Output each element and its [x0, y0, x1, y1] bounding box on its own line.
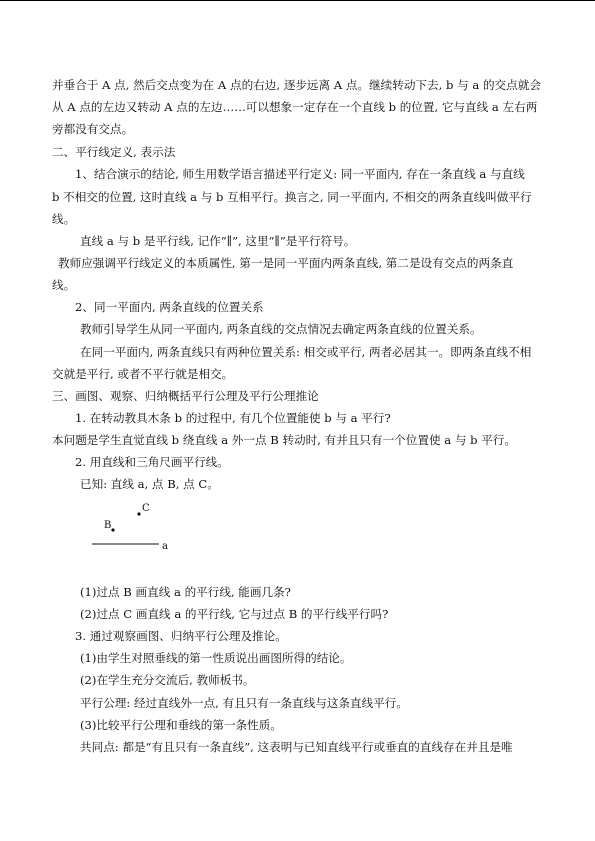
- text-line: 教师应强调平行线定义的本质属性, 第一是同一平面内两条直线, 第二是设有交点的两条直: [58, 256, 514, 270]
- point-b-dot: [111, 528, 114, 531]
- label-b: B: [104, 520, 112, 531]
- text-line: 共同点: 都是“有且只有一条直线”, 这表明与已知直线平行或垂直的直线存在并且是唯: [80, 740, 513, 754]
- text-line: 1、结合演示的结论, 师生用数学语言描述平行定义: 同一平面内, 存在一条直线 a 与直线: [75, 167, 525, 181]
- text-line: 1. 在转动教具木条 b 的过程中, 有几个位置能使 b 与 a 平行?: [75, 411, 391, 425]
- parallel-figure: [80, 495, 280, 565]
- label-c: C: [142, 503, 150, 514]
- text-line: 教师引导学生从同一平面内, 两条直线的交点情况去确定两条直线的位置关系。: [80, 322, 482, 336]
- text-line: (2)过点 C 画直线 a 的平行线, 它与过点 B 的平行线平行吗?: [80, 607, 389, 621]
- text-line: 旁都没有交点。: [52, 122, 134, 136]
- text-line: 并垂合于 A 点, 然后交点变为在 A 点的右边, 逐步远离 A 点。继续转动下去, b 与 a 的交点就会: [52, 78, 541, 92]
- section-heading: 三、画图、观察、归纳概括平行公理及平行公理推论: [52, 389, 319, 403]
- text-line: 在同一平面内, 两条直线只有两种位置关系: 相交或平行, 两者必居其一。即两条直线不相: [80, 345, 532, 359]
- label-a: a: [162, 541, 168, 552]
- text-line: b 不相交的位置, 这时直线 a 与 b 互相平行。换言之, 同一平面内, 不相交的两条直线叫做平行: [52, 190, 532, 204]
- text-line: 从 A 点的左边又转动 A 点的左边……可以想象一定存在一个直线 b 的位置, 它与直线 a 左右两: [52, 100, 538, 114]
- section-heading: 二、平行线定义, 表示法: [52, 145, 176, 159]
- text-line: 线。: [52, 212, 76, 226]
- text-line: 平行公理: 经过直线外一点, 有且只有一条直线与这条直线平行。: [80, 696, 408, 710]
- text-line: 线。: [52, 278, 76, 292]
- text-line: (1)过点 B 画直线 a 的平行线, 能画几条?: [80, 585, 291, 599]
- text-line: 已知: 直线 a, 点 B, 点 C。: [80, 477, 219, 491]
- subsection-heading: 2. 用直线和三角尺画平行线。: [75, 455, 229, 469]
- subsection-heading: 3. 通过观察画图、归纳平行公理及推论。: [75, 629, 287, 643]
- text-line: (2)在学生充分交流后, 教师板书。: [80, 673, 255, 687]
- text-line: 交就是平行, 或者不平行就是相交。: [52, 367, 234, 381]
- point-c-dot: [137, 512, 140, 515]
- top-rule: [0, 0, 595, 1]
- text-line: (1)由学生对照垂线的第一性质说出画图所得的结论。: [80, 651, 352, 665]
- text-line: 直线 a 与 b 是平行线, 记作“∥”, 这里“∥”是平行符号。: [80, 234, 356, 248]
- text-line: 本问题是学生直觉直线 b 绕直线 a 外一点 B 转动时, 有并且只有一个位置使 a 与 b 平行。: [52, 433, 517, 447]
- subsection-heading: 2、同一平面内, 两条直线的位置关系: [75, 300, 264, 314]
- text-line: (3)比较平行公理和垂线的第一条性质。: [80, 718, 282, 732]
